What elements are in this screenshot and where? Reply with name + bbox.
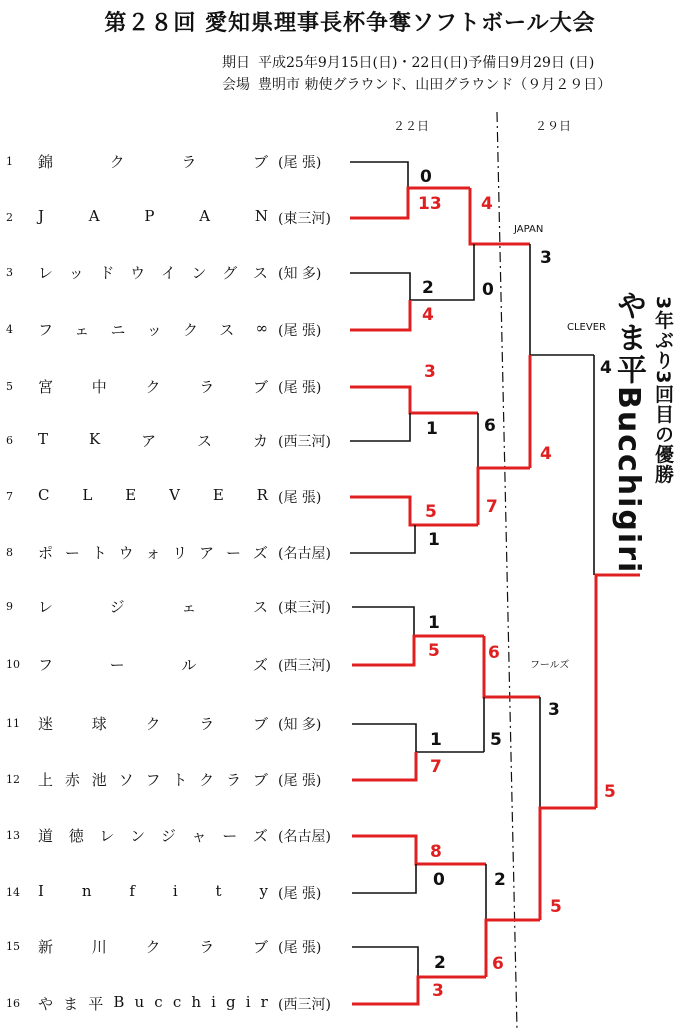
team-district: (名古屋)	[278, 829, 331, 845]
team-district: (尾 張)	[278, 155, 322, 171]
score-r2: 7	[486, 497, 498, 517]
score-r2: 5	[490, 730, 502, 750]
score-final: 5	[604, 782, 616, 802]
team-name: フ ー ル ズ	[38, 656, 268, 674]
score-r1: 1	[428, 613, 440, 633]
team-number: 10	[6, 658, 20, 671]
venue-value: 豊明市 勅使グラウンド、山田グラウンド（９月２９日）	[258, 77, 612, 93]
team-district: (西三河)	[278, 997, 331, 1013]
venue-label: 会場	[222, 77, 250, 93]
team-name: I n f i t y	[38, 882, 268, 900]
score-r1: 3	[432, 981, 444, 1001]
team-name: J A P A N	[38, 207, 268, 225]
score-r1: 3	[424, 362, 436, 382]
score-r3: 4	[540, 444, 552, 464]
score-r1: 2	[422, 278, 434, 298]
team-district: (西三河)	[278, 658, 331, 674]
team-district: (知 多)	[278, 717, 322, 733]
team-number: 2	[6, 211, 13, 224]
team-number: 16	[6, 997, 20, 1010]
team-name: フ ェ ニ ッ ク ス ∞	[38, 319, 268, 339]
team-number: 9	[6, 600, 13, 613]
score-r2: 2	[494, 870, 506, 890]
score-r1: 5	[425, 502, 437, 522]
team-district: (尾 張)	[278, 380, 322, 396]
team-name: C L E V E R	[38, 486, 268, 504]
team-district: (知 多)	[278, 266, 322, 282]
team-name: 宮 中 ク ラ ブ	[38, 378, 268, 396]
score-r1: 5	[428, 641, 440, 661]
team-name: レ ッ ド ウ イ ン グ ス	[38, 264, 268, 282]
team-district: (東三河)	[278, 600, 331, 616]
score-r3: 5	[550, 897, 562, 917]
team-number: 8	[6, 546, 13, 559]
team-district: (東三河)	[278, 211, 331, 227]
team-number: 4	[6, 323, 13, 336]
score-r1: 7	[430, 757, 442, 777]
team-name: 迷 球 ク ラ ブ	[38, 715, 268, 733]
team-number: 12	[6, 773, 20, 786]
team-district: (尾 張)	[278, 490, 322, 506]
winner-label-sf1: JAPAN	[514, 224, 544, 235]
team-name: 道 徳 レ ン ジ ャ ー ズ	[38, 827, 268, 845]
team-number: 1	[6, 155, 13, 168]
score-r1: 8	[430, 842, 442, 862]
team-name: 上 赤 池 ソ フ ト ク ラ ブ	[38, 771, 268, 789]
score-r2: 6	[492, 954, 504, 974]
team-number: 5	[6, 380, 13, 393]
team-number: 7	[6, 490, 13, 503]
team-name: 錦 ク ラ ブ	[38, 153, 268, 171]
team-number: 15	[6, 940, 20, 953]
score-r1: 1	[430, 730, 442, 750]
score-final: 4	[600, 358, 612, 378]
score-r2: 6	[484, 416, 496, 436]
date-value: 平成25年9月15日(日)・22日(日)予備日9月29日 (日)	[258, 55, 595, 71]
team-number: 3	[6, 266, 13, 279]
date-label: 期日	[222, 55, 250, 71]
score-r3: 3	[540, 248, 552, 268]
score-r2: 6	[488, 643, 500, 663]
team-name: 新 川 ク ラ ブ	[38, 938, 268, 956]
score-r1: 0	[420, 167, 432, 187]
champion-name: やま平Bucchigiri	[611, 290, 646, 575]
team-district: (尾 張)	[278, 940, 322, 956]
round-divider	[497, 112, 517, 1030]
round-label-29: ２９日	[535, 119, 572, 133]
page-title: 第２８回 愛知県理事長杯争奪ソフトボール大会	[104, 11, 596, 36]
score-r1: 0	[433, 870, 445, 890]
round-label-22: ２２日	[393, 119, 430, 133]
score-r1: 4	[422, 305, 434, 325]
team-name: レ ジ ェ ス	[38, 598, 268, 616]
team-number: 13	[6, 829, 20, 842]
team-number: 14	[6, 886, 20, 899]
team-name: ポ ー ト ウ ォ リ ア ー ズ	[38, 544, 268, 562]
champion-note: 3年ぶり3回目の優勝	[652, 296, 674, 485]
team-district: (西三河)	[278, 434, 331, 450]
score-r1: 1	[426, 419, 438, 439]
team-number: 11	[6, 717, 20, 730]
team-district: (名古屋)	[278, 546, 331, 562]
team-name: T K ア ス カ	[38, 430, 268, 450]
score-r2: 0	[482, 280, 494, 300]
score-r3: 3	[548, 700, 560, 720]
team-district: (尾 張)	[278, 773, 322, 789]
winner-label-sf2: フールズ	[530, 660, 570, 671]
team-number: 6	[6, 434, 13, 447]
winner-label-final-top: CLEVER	[567, 322, 606, 333]
score-r1: 13	[418, 194, 442, 214]
team-name: や ま 平 B u c c h i g i r	[38, 993, 268, 1013]
score-r2: 4	[481, 194, 493, 214]
score-r1: 2	[434, 953, 446, 973]
team-district: (尾 張)	[278, 323, 322, 339]
team-district: (尾 張)	[278, 886, 322, 902]
score-r1: 1	[428, 530, 440, 550]
